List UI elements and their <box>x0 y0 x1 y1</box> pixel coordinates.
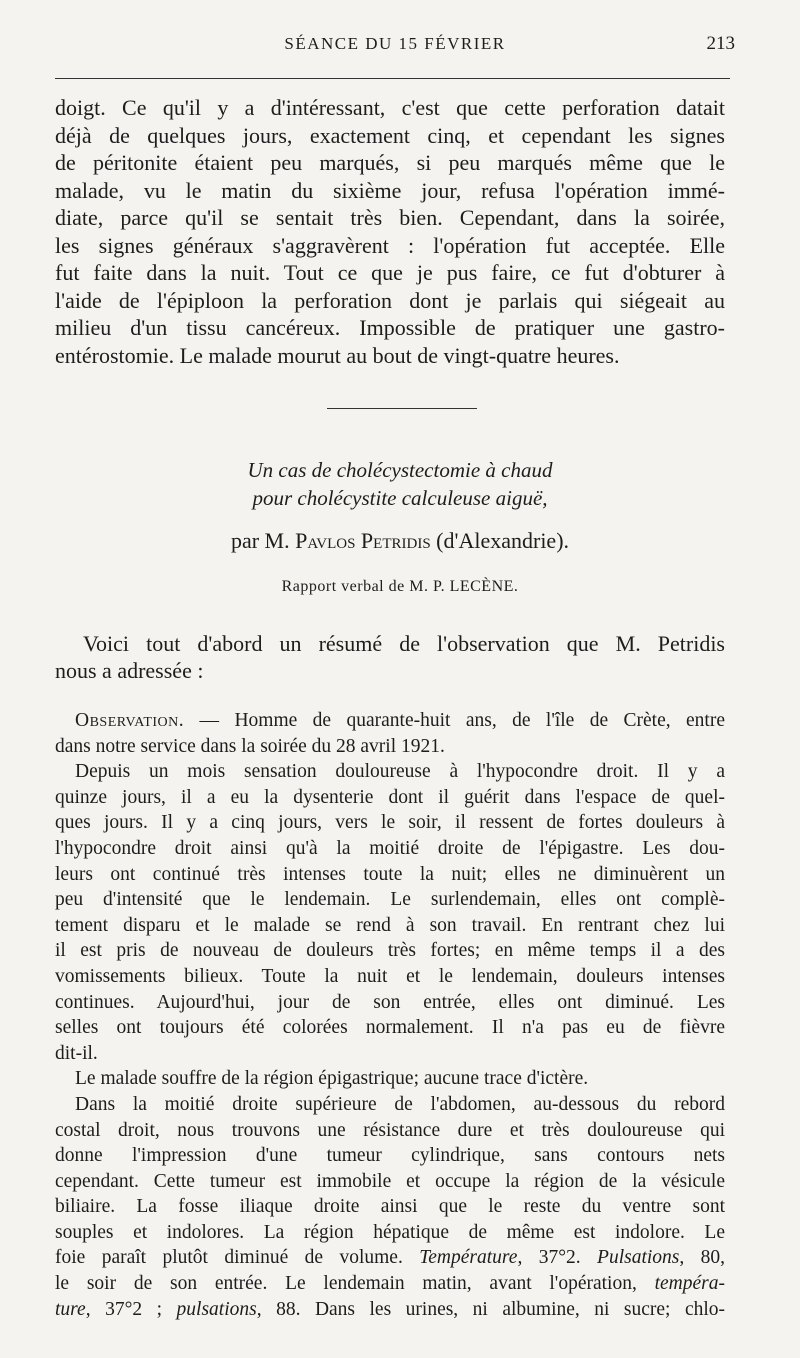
pulse-label: Pulsations <box>597 1247 680 1269</box>
text-line: déjà de quelques jours, exactement cinq, et cependant les signes <box>55 122 725 148</box>
observation-block <box>55 708 725 1322</box>
author-affiliation: (d'Alexandrie). <box>436 528 570 553</box>
text-line: donne l'impression d'une tumeur cylindrique, sans contours nets <box>55 1145 725 1167</box>
section-separator <box>327 408 477 409</box>
text-line: leurs ont continué très intenses toute la nuit; elles ne diminuèrent un <box>55 863 725 885</box>
continued-paragraph <box>55 94 725 369</box>
text-line: ques jours. Il y a cinq jours, vers le soir, il ressent de fortes douleurs à <box>55 812 725 834</box>
text-line: costal droit, nous trouvons une résistance dure et très douloureuse qui <box>55 1119 725 1141</box>
temperature-label: Température <box>419 1247 518 1269</box>
text-line: foie paraît plutôt diminué de volume. Température, 37°2. Pulsations, 80, <box>55 1247 726 1269</box>
text-line: doigt. Ce qu'il y a d'intéressant, c'est que cette perforation datait <box>55 95 725 120</box>
text-line: continues. Aujourd'hui, jour de son entrée, elles ont diminué. Les <box>55 991 725 1013</box>
text-line: les signes généraux s'aggravèrent : l'opération fut acceptée. Elle <box>55 232 725 258</box>
text-line: quinze jours, il a eu la dysenterie dont il guérit dans l'espace de quel- <box>55 786 725 808</box>
text-line: peu d'intensité que le lendemain. Le surlendemain, elles ont complè- <box>55 889 725 911</box>
intro-paragraph <box>55 630 725 684</box>
text-line: Voici tout d'abord un résumé de l'observation que M. Petridis <box>83 631 725 656</box>
text-line: le soir de son entrée. Le lendemain matin, avant l'opération, tempéra- <box>55 1273 726 1295</box>
text-line: fut faite dans la nuit. Tout ce que je pus faire, ce fut d'obturer à <box>55 260 725 285</box>
text-line: tement disparu et le malade se rend à son travail. En rentrant chez lui <box>55 914 725 936</box>
text-line: il est pris de nouveau de douleurs très fortes; en même temps il a des <box>55 940 725 962</box>
text-line: dit-il. <box>55 1042 98 1064</box>
byline <box>0 528 800 554</box>
text-line: l'aide de l'épiploon la perforation dont je parlais qui siégeait au <box>55 287 725 313</box>
article-title-line: pour cholécystite calculeuse aiguë, <box>252 486 548 510</box>
text-line: cependant. Cette tumeur est immobile et occupe la région de la vésicule <box>55 1170 725 1192</box>
text-line: nous a adressée : <box>55 658 204 683</box>
text-line: dans notre service dans la soirée du 28 avril 1921. <box>55 735 445 757</box>
running-title: SÉANCE DU 15 FÉVRIER <box>284 34 506 53</box>
temperature-label: ture <box>55 1298 86 1320</box>
report-line: Rapport verbal de M. P. LECÈNE. <box>281 578 519 595</box>
temperature-label: tempéra- <box>654 1273 726 1295</box>
pulse-label: pulsations <box>176 1298 257 1320</box>
text-line: diate, parce qu'il se sentait très bien. Cependant, dans la soirée, <box>55 205 725 230</box>
header-rule <box>55 78 730 79</box>
text-line: Le malade souffre de la région épigastrique; aucune trace d'ictère. <box>75 1068 589 1090</box>
running-head <box>55 34 735 62</box>
text-line: entérostomie. Le malade mourut au bout de vingt-quatre heures. <box>55 342 620 368</box>
text-line: Observation. — Homme de quarante-huit ans, de l'île de Crète, entre <box>75 710 725 731</box>
page-number: 213 <box>706 33 735 54</box>
article-title <box>0 456 800 512</box>
text-line: souples et indolores. La région hépatique de même est indolore. Le <box>55 1221 725 1243</box>
text-line: Dans la moitié droite supérieure de l'abdomen, au-dessous du rebord <box>75 1093 725 1115</box>
article-title-line: Un cas de cholécystectomie à chaud <box>247 458 553 482</box>
text-line: de péritonite étaient peu marqués, si peu marqués même que le <box>55 150 725 175</box>
text-line: l'hypocondre droit ainsi qu'à la moitié droite de l'épigastre. Les dou- <box>55 837 725 859</box>
text-line: Depuis un mois sensation douloureuse à l'hypocondre droit. Il y a <box>75 761 725 783</box>
text-line: milieu d'un tissu cancéreux. Impossible de pratiquer une gastro- <box>55 315 725 340</box>
byline-prefix: par M. <box>230 528 290 553</box>
text-line: malade, vu le matin du sixième jour, refusa l'opération immé- <box>55 177 725 203</box>
text-line: selles ont toujours été colorées normalement. Il n'a pas eu de fièvre <box>55 1017 725 1039</box>
text-line: vomissements bilieux. Toute la nuit et le lendemain, douleurs intenses <box>55 965 725 987</box>
author-name: Pavlos Petridis <box>295 528 431 553</box>
observation-label: Observation. <box>75 710 185 731</box>
text-line: ture, 37°2 ; pulsations, 88. Dans les urines, ni albumine, ni sucre; chlo- <box>55 1298 726 1320</box>
text-line: biliaire. La fosse iliaque droite ainsi que le reste du ventre sont <box>55 1196 725 1218</box>
